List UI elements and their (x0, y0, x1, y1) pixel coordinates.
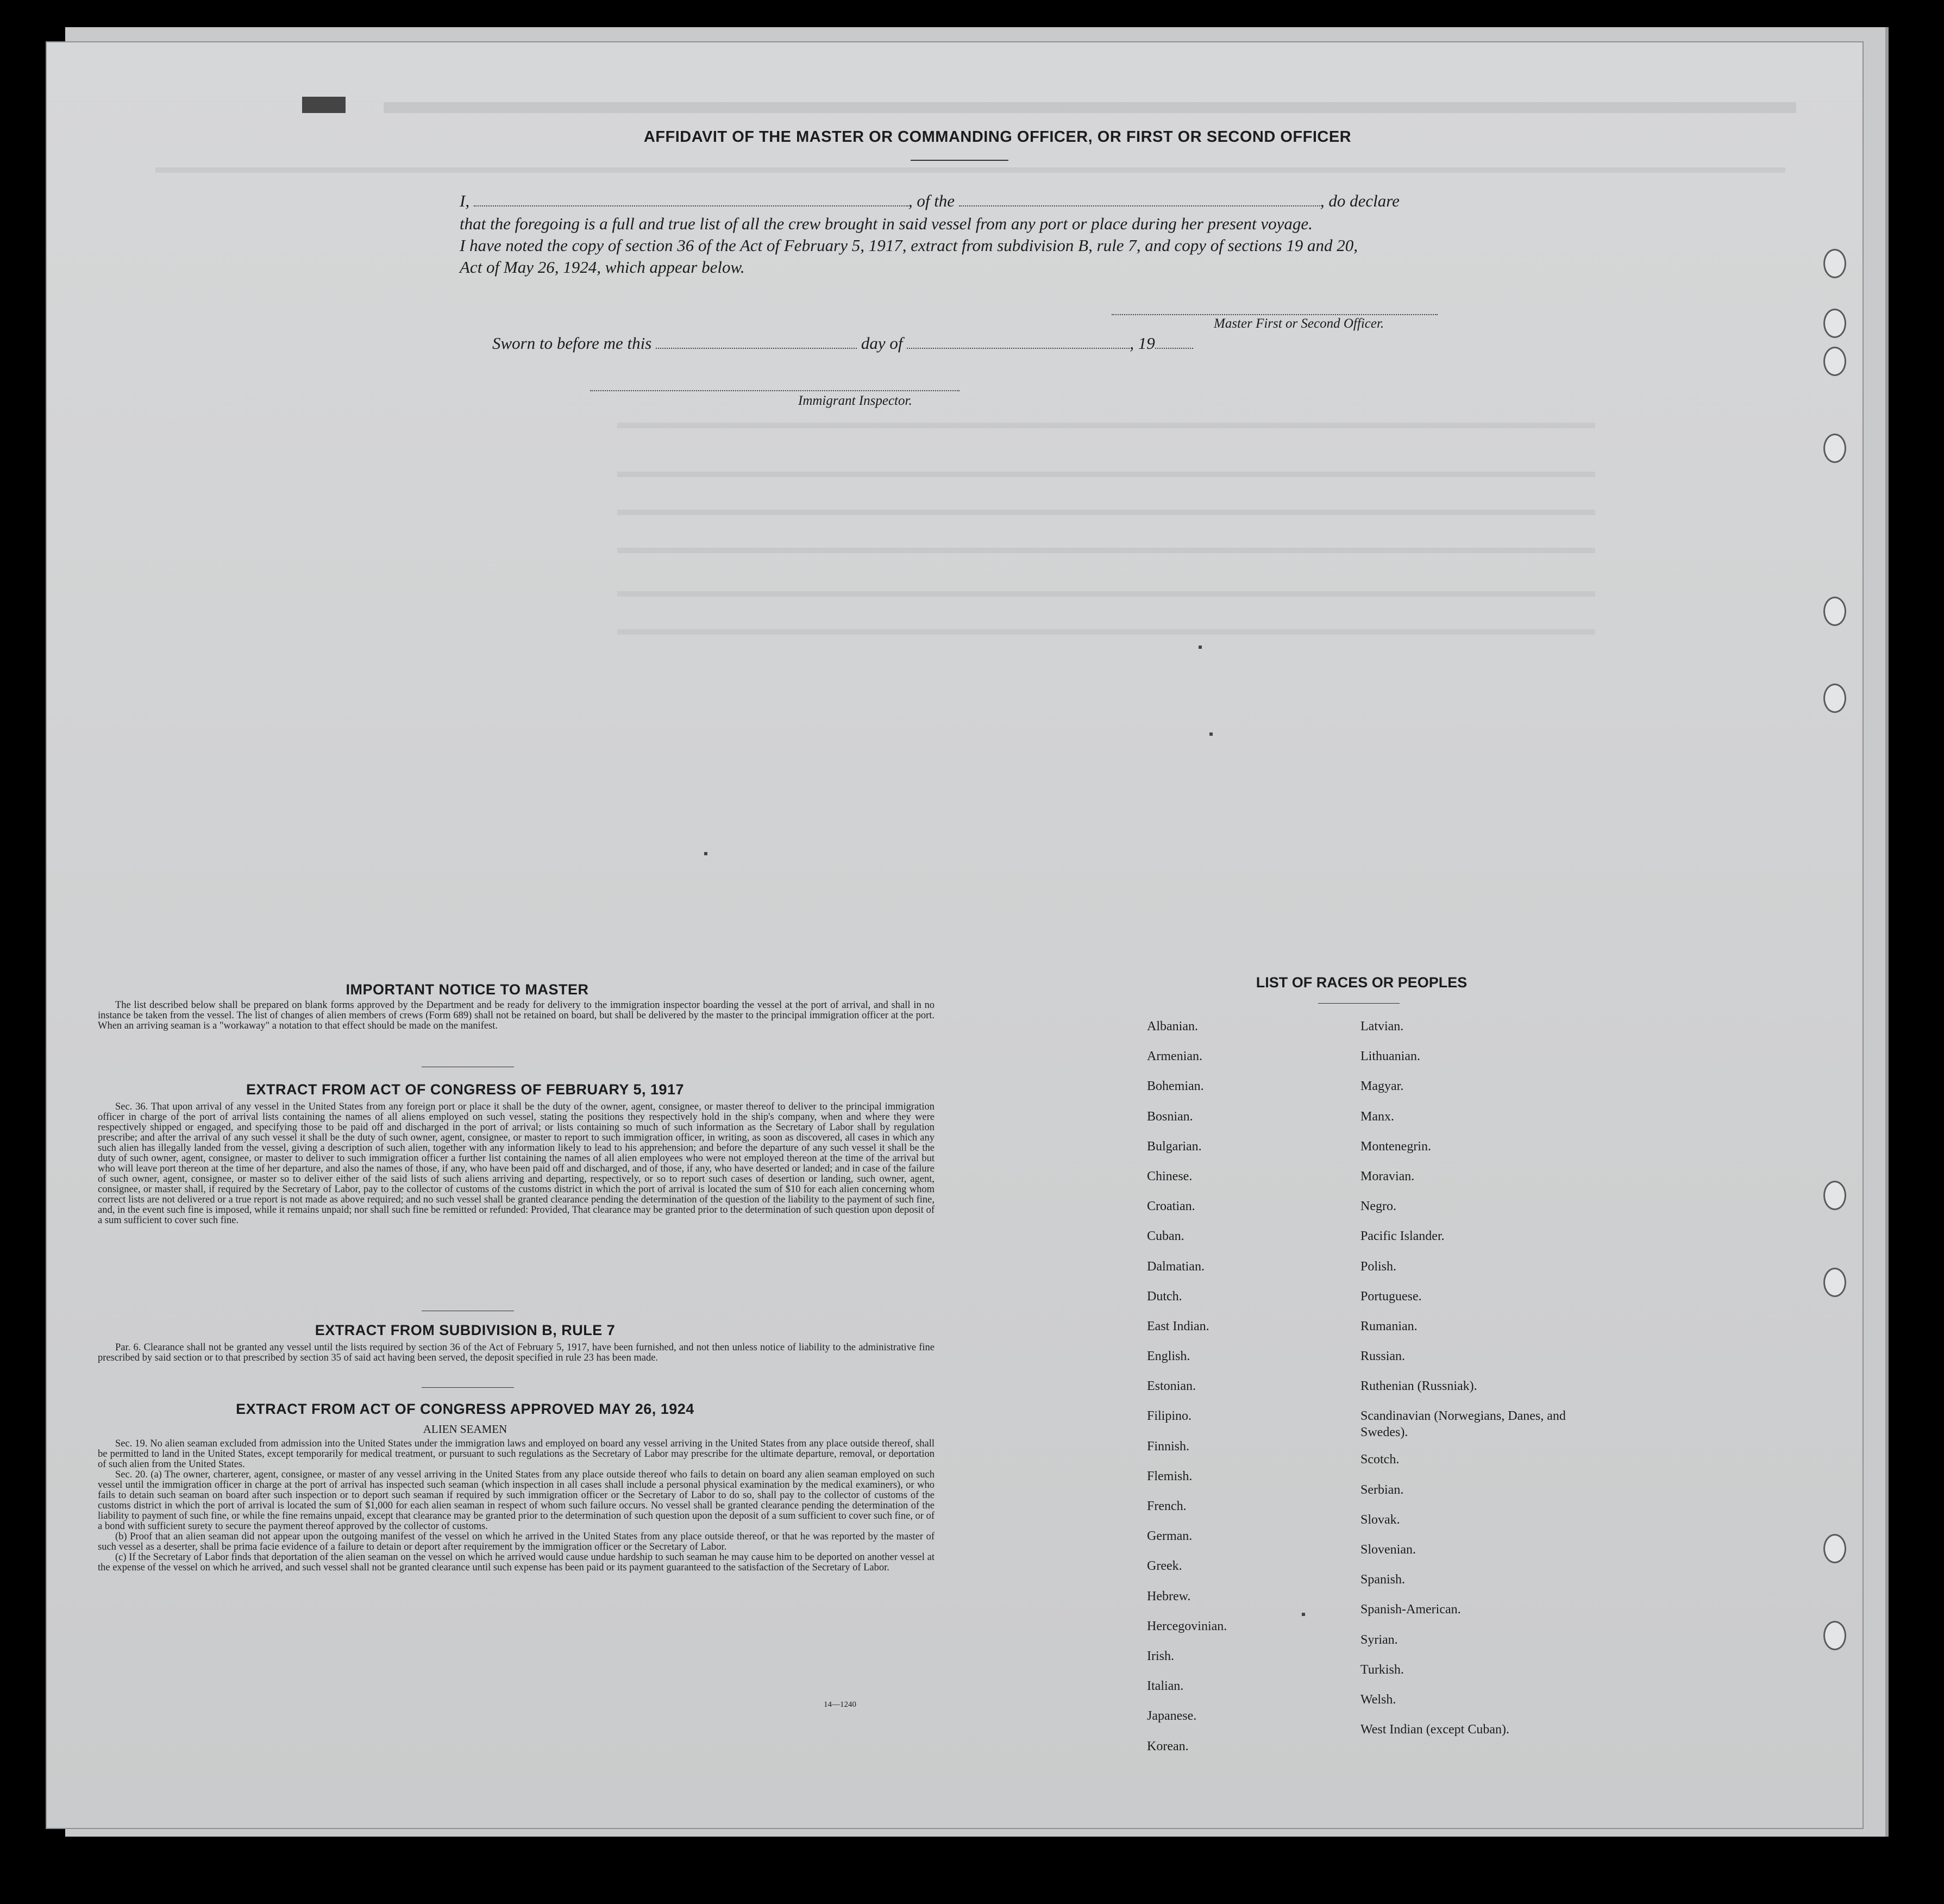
race-item: West Indian (except Cuban). (1360, 1723, 1509, 1737)
race-item: Slovak. (1360, 1512, 1400, 1527)
notice-paragraph: The list described below shall be prepared on blank forms approved by the Department and be ready for delivery to the immigration inspector boarding the vessel at the port of arrival, and shall in no instance be taken from the vessel. The list of changes of alien members of crews (Form 689) shall not be retained on board, but shall be delivered by the master to the principal immigration officer at the port. When an arriving seaman is a "workaway" a notation to that effect should be made on the manifest. (98, 1000, 935, 1031)
i-label: I, (460, 191, 470, 210)
extract-1924-title: EXTRACT FROM ACT OF CONGRESS APPROVED MAY 26, 1924 (236, 1401, 694, 1417)
punch-hole (1823, 434, 1846, 463)
punch-hole (1823, 1534, 1846, 1563)
race-item: Rumanian. (1360, 1319, 1418, 1333)
race-item: Greek. (1147, 1559, 1182, 1574)
section-36-paragraph: Sec. 36. That upon arrival of any vessel in the United States from any foreign port or place it shall be the duty of the owner, agent, consignee, or master thereof to deliver to the principal immigration officer in charge of the port of arrival lists containing the names of all aliens employed on such vessel, stating the positions they respectively hold in the ship's company, when and where they were respectively shipped or engaged, and specifying those to be paid off and discharged in the port of arrival; or lists containing so much of such information as the Secretary of Labor shall by regulation prescribe; and after the arrival of any such vessel it shall be the duty of such owner, agent, consignee, or master to report to such immigration officer, in writing, as soon as discovered, all cases in which any such alien has illegally landed from the vessel, giving a description of such alien, together with any information likely to lead to his apprehension; and before the departure of any such vessel it shall be the duty of such owner, agent, consignee, or master to deliver to such immigration officer a further list containing the names of all alien employees who were not employed thereon at the time of the arrival but who will leave port thereon at the time of her departure, and also the names of those, if any, who have been paid off and discharged, and of those, if any, who have deserted or landed; and in case of the failure of such owner, agent, consignee, or master so to deliver either of the said lists of such aliens arriving and departing, respectively, or so to report such cases of desertion or landing, such owner, agent, consignee, or master shall, if required by the Secretary of Labor, pay to the collector of customs of the customs district in which the port of arrival is located the sum of $10 for each alien concerning whom correct lists are not delivered or a true report is not made as above required; and no such vessel shall be granted clearance pending the determination of the question of the liability to the payment of such fine, and, in the event such fine is imposed, while it remains unpaid; nor shall such fine be remitted or refunded: Provided, That clearance may be granted prior to the determination of such question upon deposit of a sum sufficient to cover such fine. (98, 1101, 935, 1226)
punch-hole (1823, 249, 1846, 278)
race-item: Estonian. (1147, 1379, 1196, 1394)
race-item: Irish. (1147, 1649, 1174, 1663)
race-item: East Indian. (1147, 1319, 1209, 1333)
affidavit-body (460, 213, 1546, 278)
race-item: French. (1147, 1499, 1187, 1513)
punch-hole (1823, 1621, 1846, 1650)
races-right-column (1360, 1018, 1600, 1751)
extract-1917-title: EXTRACT FROM ACT OF CONGRESS OF FEBRUARY 5, 1917 (246, 1081, 685, 1098)
race-item: Dalmatian. (1147, 1259, 1205, 1274)
of-the-label: , of the (908, 191, 955, 210)
race-item: Ruthenian (Russniak). (1360, 1379, 1477, 1394)
extract-rule7-title: EXTRACT FROM SUBDIVISION B, RULE 7 (315, 1322, 616, 1338)
race-item: Bulgarian. (1147, 1139, 1202, 1154)
race-item: Bohemian. (1147, 1079, 1204, 1094)
race-item: Latvian. (1360, 1019, 1404, 1034)
race-item: Slovenian. (1360, 1543, 1416, 1557)
master-label: Master First or Second Officer. (1214, 316, 1384, 331)
do-declare-label: , do declare (1320, 191, 1400, 210)
race-item: Cuban. (1147, 1229, 1184, 1244)
manifest-back-page (47, 42, 1863, 1828)
affidavit-declaration-line (460, 190, 1525, 212)
punch-hole (1823, 684, 1846, 713)
race-item: Russian. (1360, 1349, 1406, 1364)
race-item: Albanian. (1147, 1019, 1198, 1034)
race-item: English. (1147, 1349, 1190, 1364)
races-title-rule (1318, 1003, 1400, 1004)
punch-hole (1823, 1181, 1846, 1210)
race-item: Magyar. (1360, 1079, 1404, 1094)
inspector-label: Immigrant Inspector. (798, 393, 912, 408)
rule-3 (422, 1387, 514, 1388)
race-item: Welsh. (1360, 1692, 1396, 1707)
race-item: Lithuanian. (1360, 1049, 1420, 1064)
sworn-line (492, 333, 1253, 354)
race-item: Filipino. (1147, 1409, 1192, 1424)
race-item: Korean. (1147, 1739, 1189, 1753)
race-item: Hebrew. (1147, 1589, 1191, 1604)
race-item: Moravian. (1360, 1169, 1415, 1183)
punch-hole (1823, 347, 1846, 376)
race-item: German. (1147, 1529, 1193, 1544)
notice-title: IMPORTANT NOTICE TO MASTER (346, 981, 589, 998)
inspector-signature-line[interactable] (590, 390, 960, 391)
race-item: Spanish-American. (1360, 1602, 1461, 1617)
year-label: , 19 (1130, 334, 1155, 353)
day-of-label: day of (861, 334, 903, 353)
race-item: Manx. (1360, 1109, 1394, 1124)
race-item: Spanish. (1360, 1573, 1406, 1587)
rule7-paragraph: Par. 6. Clearance shall not be granted any vessel until the lists required by section 36 of the Act of February 5, 1917, have been furnished, and not then unless notice of liability to the administrative fine prescribed by said section or to that prescribed by section 35 of said act having been served, the deposit specified in rule 23 has been made. (98, 1342, 935, 1363)
race-item: Negro. (1360, 1199, 1396, 1214)
race-item: Hercegovinian. (1147, 1619, 1227, 1633)
race-item: Croatian. (1147, 1199, 1195, 1214)
race-item: Serbian. (1360, 1482, 1404, 1497)
races-title: LIST OF RACES OR PEOPLES (1256, 974, 1468, 991)
affidavit-body-line-2: I have noted the copy of section 36 of the Act of February 5, 1917, extract from subdivision B, rule 7, and copy of sections 19 and 20, (460, 236, 1358, 255)
sworn-year-field[interactable] (1155, 334, 1193, 349)
affidavit-title: AFFIDAVIT OF THE MASTER OR COMMANDING OFFICER, OR FIRST OR SECOND OFFICER (643, 128, 1352, 146)
extract-1917-text (98, 1102, 935, 1226)
race-item: Chinese. (1147, 1169, 1193, 1183)
title-rule (911, 160, 1008, 161)
punch-hole (1823, 597, 1846, 626)
affidavit-body-line-1: that the foregoing is a full and true list of all the crew brought in said vessel from any port or place during her present voyage. (460, 214, 1313, 233)
form-number: 14—1240 (824, 1700, 856, 1709)
race-item: Scotch. (1360, 1452, 1400, 1467)
race-item: Montenegrin. (1360, 1139, 1431, 1154)
extract-1924-text (98, 1439, 935, 1573)
notice-text (98, 1000, 935, 1031)
sworn-month-field[interactable] (907, 334, 1130, 349)
sec-20b-paragraph: (b) Proof that an alien seaman did not appear upon the outgoing manifest of the vessel on which he arrived in the United States from any place outside thereof, or that he was reported by the master of such vessel as a deserter, shall be prima facie evidence of a failure to detain or deport after requirement by the immigration officer or the Secretary of Labor. (98, 1531, 935, 1552)
race-item: Dutch. (1147, 1289, 1182, 1304)
master-signature-line[interactable] (1112, 314, 1438, 315)
extract-rule7-text (98, 1343, 935, 1363)
sec-19-paragraph: Sec. 19. No alien seaman excluded from admission into the United States under the immigration laws and employed on board any vessel arriving in the United States from any place outside thereof, shall be permitted to land in the United States, except temporarily for medical treatment, or pursuant to such regulations as the Secretary of Labor may prescribe for the ultimate departure, removal, or deportation of such alien from the United States. (98, 1438, 935, 1470)
sec-20c-paragraph: (c) If the Secretary of Labor finds that deportation of the alien seaman on the vessel on which he arrived would cause undue hardship to such seaman he may cause him to be deported on another vessel at the expense of the vessel on which he arrived, and such vessel shall not be granted clearance until such expense has been paid or its payment guaranteed to the satisfaction of the Secretary of Labor. (98, 1552, 935, 1573)
race-item: Flemish. (1147, 1469, 1193, 1483)
sworn-day-field[interactable] (656, 334, 857, 349)
race-item: Bosnian. (1147, 1109, 1193, 1124)
race-item: Italian. (1147, 1679, 1184, 1694)
race-item: Scandinavian (Norwegians, Danes, and Swedes). (1360, 1409, 1566, 1440)
race-item: Armenian. (1147, 1049, 1202, 1064)
race-item: Portuguese. (1360, 1289, 1422, 1304)
affidavit-body-line-3: Act of May 26, 1924, which appear below. (460, 258, 745, 277)
races-left-column (1147, 1018, 1310, 1768)
vessel-field[interactable] (959, 191, 1320, 206)
race-item: Finnish. (1147, 1439, 1190, 1454)
race-item: Turkish. (1360, 1662, 1404, 1677)
sec-20a-paragraph: Sec. 20. (a) The owner, charterer, agent, consignee, or master of any vessel arriving in the United States from any place outside thereof who fails to detain on board any alien seaman employed on such vessel until the immigration officer in charge at the port of arrival has inspected such seaman (which inspection in all cases shall include a personal physical examination by the medical examiners), or who fails to detain such seaman on board after such inspection or to deport such seaman if required by such immigration officer or the Secretary of Labor to do so, shall pay to the collector of customs of the customs district in which the port of arrival is located the sum of $1,000 for each alien seaman in respect of whom such failure occurs. No vessel shall be granted clearance pending the determination of the liability to payment of such fine, or while the fine remains unpaid, except that clearance may be granted prior to the determination of such question upon the deposit of a sum sufficient to cover such fine, or of a bond with sufficient surety to secure the payment thereof approved by the collector of customs. (98, 1469, 935, 1532)
sworn-label: Sworn to before me this (492, 334, 652, 353)
race-item: Syrian. (1360, 1632, 1398, 1647)
punch-hole (1823, 309, 1846, 338)
punch-hole (1823, 1268, 1846, 1297)
race-item: Polish. (1360, 1259, 1397, 1274)
alien-seamen-subtitle: ALIEN SEAMEN (423, 1423, 507, 1436)
race-item: Japanese. (1147, 1709, 1197, 1724)
name-field[interactable] (474, 191, 908, 206)
race-item: Pacific Islander. (1360, 1229, 1445, 1244)
